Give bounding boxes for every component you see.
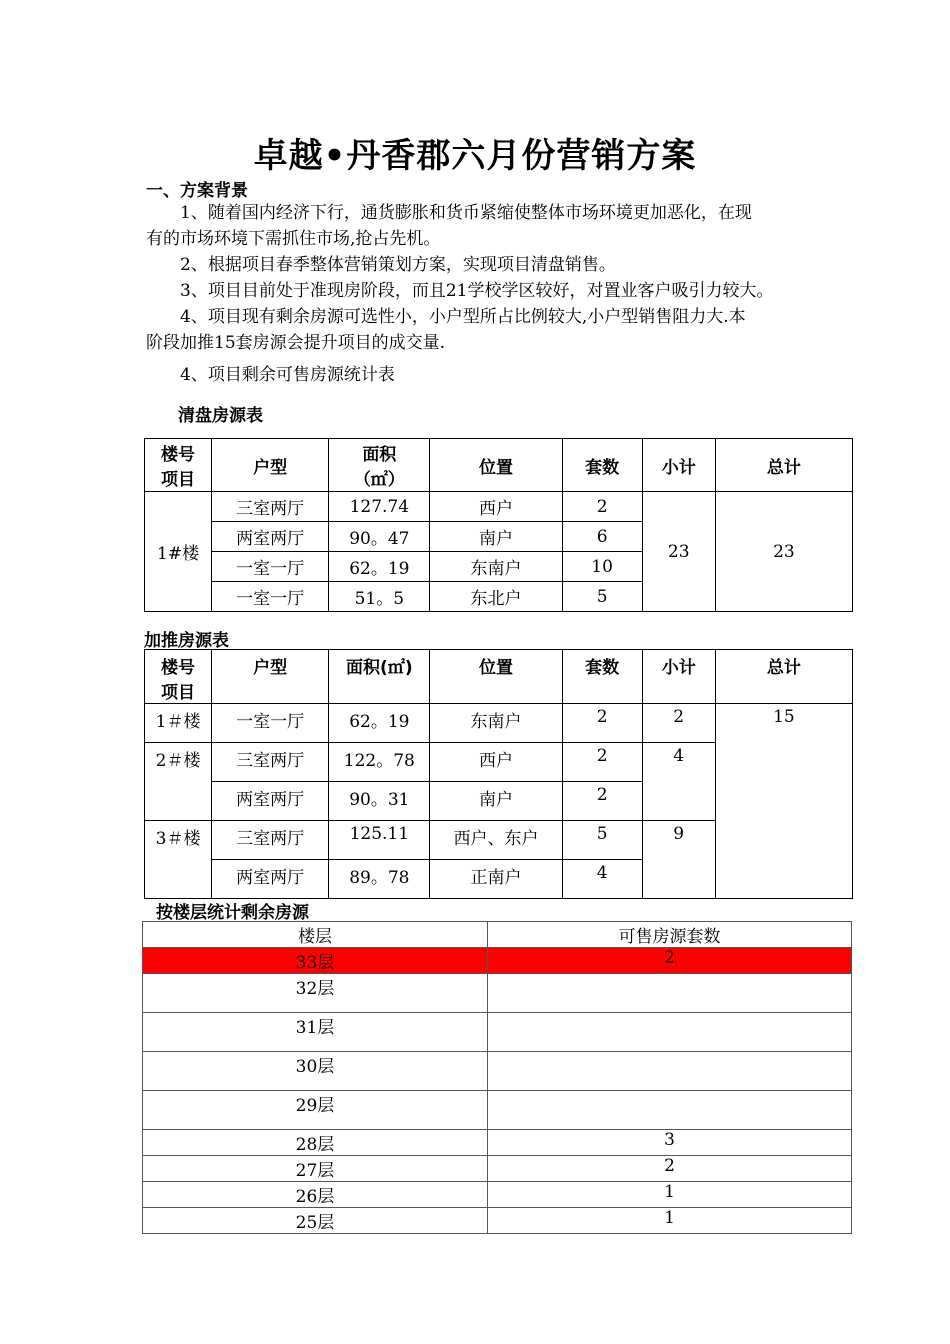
count-cell <box>488 1013 852 1052</box>
table-row <box>145 704 853 743</box>
subtotal-cell: 4 <box>642 743 715 821</box>
type-cell: 三室两厅 <box>212 821 329 860</box>
floor-cell: 25层 <box>143 1208 488 1234</box>
area-cell: 62。19 <box>329 704 430 743</box>
count-cell: 6 <box>562 522 642 552</box>
table-intro <box>146 362 836 388</box>
table-row <box>143 974 852 1013</box>
position-cell: 东南户 <box>430 552 562 582</box>
count-cell: 5 <box>562 582 642 612</box>
count-cell: 2 <box>488 1156 852 1182</box>
type-cell: 三室两厅 <box>212 743 329 782</box>
header-count: 套数 <box>562 650 642 704</box>
floor-cell: 28层 <box>143 1130 488 1156</box>
header-position: 位置 <box>430 439 562 492</box>
table-row <box>143 1013 852 1052</box>
header-area: 面积(㎡) <box>329 650 430 704</box>
building-cell: 1＃楼 <box>145 704 212 743</box>
table2-caption: 加推房源表 <box>144 631 229 651</box>
table-row <box>143 1156 852 1182</box>
type-cell: 两室两厅 <box>212 860 329 899</box>
count-cell: 2 <box>562 492 642 522</box>
count-cell: 4 <box>562 860 642 899</box>
position-cell: 西户 <box>430 492 562 522</box>
position-cell: 正南户 <box>430 860 562 899</box>
total-cell: 23 <box>715 492 852 612</box>
header-position: 位置 <box>430 650 562 704</box>
type-cell: 一室一厅 <box>212 704 329 743</box>
table-row <box>143 1052 852 1091</box>
total-cell: 15 <box>715 704 852 899</box>
area-cell: 125.11 <box>329 821 430 860</box>
building-cell: 1#楼 <box>145 492 212 612</box>
table-row-highlighted <box>143 948 852 974</box>
background-paragraphs <box>146 200 836 356</box>
count-cell: 2 <box>562 782 642 821</box>
area-cell: 89。78 <box>329 860 430 899</box>
header-type: 户型 <box>212 650 329 704</box>
header-subtotal: 小计 <box>642 650 715 704</box>
paragraph-line: 4、项目现有剩余房源可选性小，小户型所占比例较大,小户型销售阻力大.本 <box>180 307 746 327</box>
area-cell: 90。31 <box>329 782 430 821</box>
position-cell: 西户、东户 <box>430 821 562 860</box>
clearance-table <box>144 438 853 612</box>
paragraph-line: 3、项目目前处于准现房阶段，而且21学校学区较好，对置业客户吸引力较大。 <box>180 281 774 301</box>
subtotal-cell: 23 <box>642 492 715 612</box>
position-cell: 南户 <box>430 782 562 821</box>
header-building: 楼号 项目 <box>145 650 212 704</box>
type-cell: 两室两厅 <box>212 522 329 552</box>
count-cell: 2 <box>562 743 642 782</box>
table-header-row <box>145 650 853 704</box>
floor-cell: 30层 <box>143 1052 488 1091</box>
section-heading: 一、方案背景 <box>146 181 248 201</box>
count-cell: 1 <box>488 1208 852 1234</box>
table-header-row <box>145 439 853 492</box>
floor-cell: 31层 <box>143 1013 488 1052</box>
count-cell: 2 <box>562 704 642 743</box>
page-title: 卓越•丹香郡六月份营销方案 <box>253 136 697 176</box>
area-cell: 90。47 <box>329 522 430 552</box>
building-cell: 3＃楼 <box>145 821 212 899</box>
count-cell <box>488 1091 852 1130</box>
header-count: 套数 <box>562 439 642 492</box>
position-cell: 东北户 <box>430 582 562 612</box>
paragraph-line: 有的市场环境下需抓住市场,抢占先机。 <box>146 229 441 249</box>
subtotal-cell: 9 <box>642 821 715 899</box>
header-building: 楼号 项目 <box>145 439 212 492</box>
header-total: 总计 <box>715 650 852 704</box>
table-header-row <box>143 922 852 948</box>
count-cell: 5 <box>562 821 642 860</box>
position-cell: 南户 <box>430 522 562 552</box>
paragraph-line: 4、项目剩余可售房源统计表 <box>180 365 395 385</box>
type-cell: 一室一厅 <box>212 582 329 612</box>
table-row <box>143 1130 852 1156</box>
type-cell: 三室两厅 <box>212 492 329 522</box>
count-cell: 3 <box>488 1130 852 1156</box>
table3-caption: 按楼层统计剩余房源 <box>156 903 309 923</box>
type-cell: 两室两厅 <box>212 782 329 821</box>
count-cell <box>488 974 852 1013</box>
area-cell: 122。78 <box>329 743 430 782</box>
count-cell: 1 <box>488 1182 852 1208</box>
paragraph-line: 2、根据项目春季整体营销策划方案，实现项目清盘销售。 <box>180 255 616 275</box>
table-row <box>143 1091 852 1130</box>
header-total: 总计 <box>715 439 852 492</box>
area-cell: 62。19 <box>329 552 430 582</box>
area-cell: 51。5 <box>329 582 430 612</box>
subtotal-cell: 2 <box>642 704 715 743</box>
position-cell: 东南户 <box>430 704 562 743</box>
building-cell: 2＃楼 <box>145 743 212 821</box>
table-row <box>143 1208 852 1234</box>
position-cell: 西户 <box>430 743 562 782</box>
floor-cell: 33层 <box>143 948 488 974</box>
paragraph-line: 1、随着国内经济下行，通货膨胀和货币紧缩使整体市场环境更加恶化，在现 <box>180 203 752 223</box>
count-cell: 2 <box>488 948 852 974</box>
floor-cell: 32层 <box>143 974 488 1013</box>
header-available-count: 可售房源套数 <box>488 922 852 948</box>
floor-cell: 27层 <box>143 1156 488 1182</box>
additional-release-table <box>144 649 853 899</box>
area-cell: 127.74 <box>329 492 430 522</box>
floor-table <box>142 921 852 1234</box>
header-subtotal: 小计 <box>642 439 715 492</box>
type-cell: 一室一厅 <box>212 552 329 582</box>
floor-cell: 26层 <box>143 1182 488 1208</box>
table1-caption: 清盘房源表 <box>178 406 263 426</box>
header-floor: 楼层 <box>143 922 488 948</box>
count-cell: 10 <box>562 552 642 582</box>
header-type: 户型 <box>212 439 329 492</box>
paragraph-line: 阶段加推15套房源会提升项目的成交量. <box>146 333 446 353</box>
table-row <box>145 492 853 522</box>
header-area: 面积 （㎡） <box>329 439 430 492</box>
table-row <box>143 1182 852 1208</box>
count-cell <box>488 1052 852 1091</box>
floor-cell: 29层 <box>143 1091 488 1130</box>
